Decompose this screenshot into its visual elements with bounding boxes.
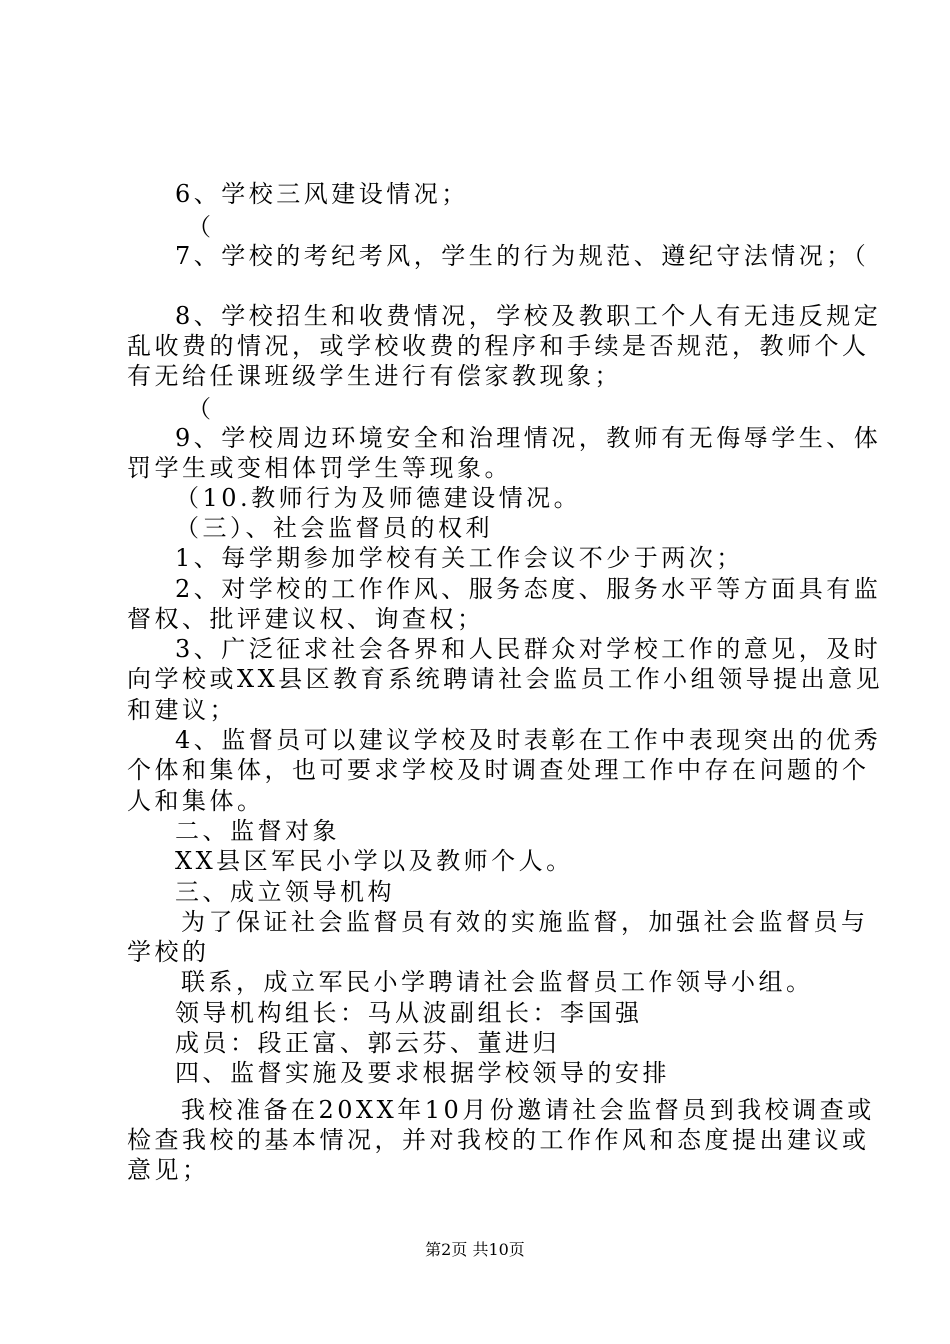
paragraph-line: 2、对学校的工作作风、服务态度、服务水平等方面具有监 <box>175 575 882 603</box>
paragraph-line: 向学校或XX县区教育系统聘请社会监员工作小组领导提出意见 <box>127 665 884 693</box>
paragraph-line: XX县区军民小学以及教师个人。 <box>175 847 574 875</box>
paragraph-line: 3、广泛征求社会各界和人民群众对学校工作的意见，及时 <box>175 635 882 663</box>
paragraph-line: 督权、批评建议权、询查权； <box>127 605 485 633</box>
section-heading: 四、监督实施及要求根据学校领导的安排 <box>175 1059 670 1087</box>
paragraph-line: （10.教师行为及师德建设情况。 <box>175 484 582 512</box>
section-heading: （三）、社会监督员的权利 <box>175 514 493 542</box>
paragraph-line: 联系，成立军民小学聘请社会监督员工作领导小组。 <box>181 968 814 996</box>
paragraph-line: 和建议； <box>127 696 237 724</box>
paragraph-line: 罚学生或变相体罚学生等现象。 <box>127 454 512 482</box>
paragraph-line: （ <box>187 213 215 241</box>
paragraph-line: 领导机构组长：马从波副组长：李国强 <box>175 999 643 1027</box>
section-heading: 三、成立领导机构 <box>175 878 395 906</box>
paragraph-line: 检查我校的基本情况，并对我校的工作作风和态度提出建议或 <box>127 1126 870 1154</box>
paragraph-line: 个体和集体，也可要求学校及时调查处理工作中存在问题的个 <box>127 756 870 784</box>
paragraph-line: （ <box>187 395 215 423</box>
paragraph-line: 有无给任课班级学生进行有偿家教现象； <box>127 362 622 390</box>
paragraph-line: 成员：段正富、郭云芬、董进归 <box>175 1029 560 1057</box>
paragraph-line: 我校准备在20XX年10月份邀请社会监督员到我校调查或 <box>181 1096 875 1124</box>
paragraph-line: 6、学校三风建设情况； <box>175 180 469 208</box>
paragraph-line: 4、监督员可以建议学校及时表彰在工作中表现突出的优秀 <box>175 726 882 754</box>
paragraph-line: 7、学校的考纪考风，学生的行为规范、遵纪守法情况；（ <box>175 242 870 270</box>
paragraph-line: 人和集体。 <box>127 787 265 815</box>
page-number: 第2页 共10页 <box>425 1240 525 1259</box>
section-heading: 二、监督对象 <box>175 817 340 845</box>
paragraph-line: 9、学校周边环境安全和治理情况，教师有无侮辱学生、体 <box>175 424 882 452</box>
paragraph-line: 8、学校招生和收费情况，学校及教职工个人有无违反规定 <box>175 302 882 330</box>
paragraph-line: 乱收费的情况，或学校收费的程序和手续是否规范，教师个人 <box>127 332 870 360</box>
paragraph-line: 为了保证社会监督员有效的实施监督，加强社会监督员与 <box>181 908 869 936</box>
paragraph-line: 意见； <box>127 1156 210 1184</box>
paragraph-line: 学校的 <box>127 938 210 966</box>
paragraph-line: 1、每学期参加学校有关工作会议不少于两次； <box>175 544 744 572</box>
